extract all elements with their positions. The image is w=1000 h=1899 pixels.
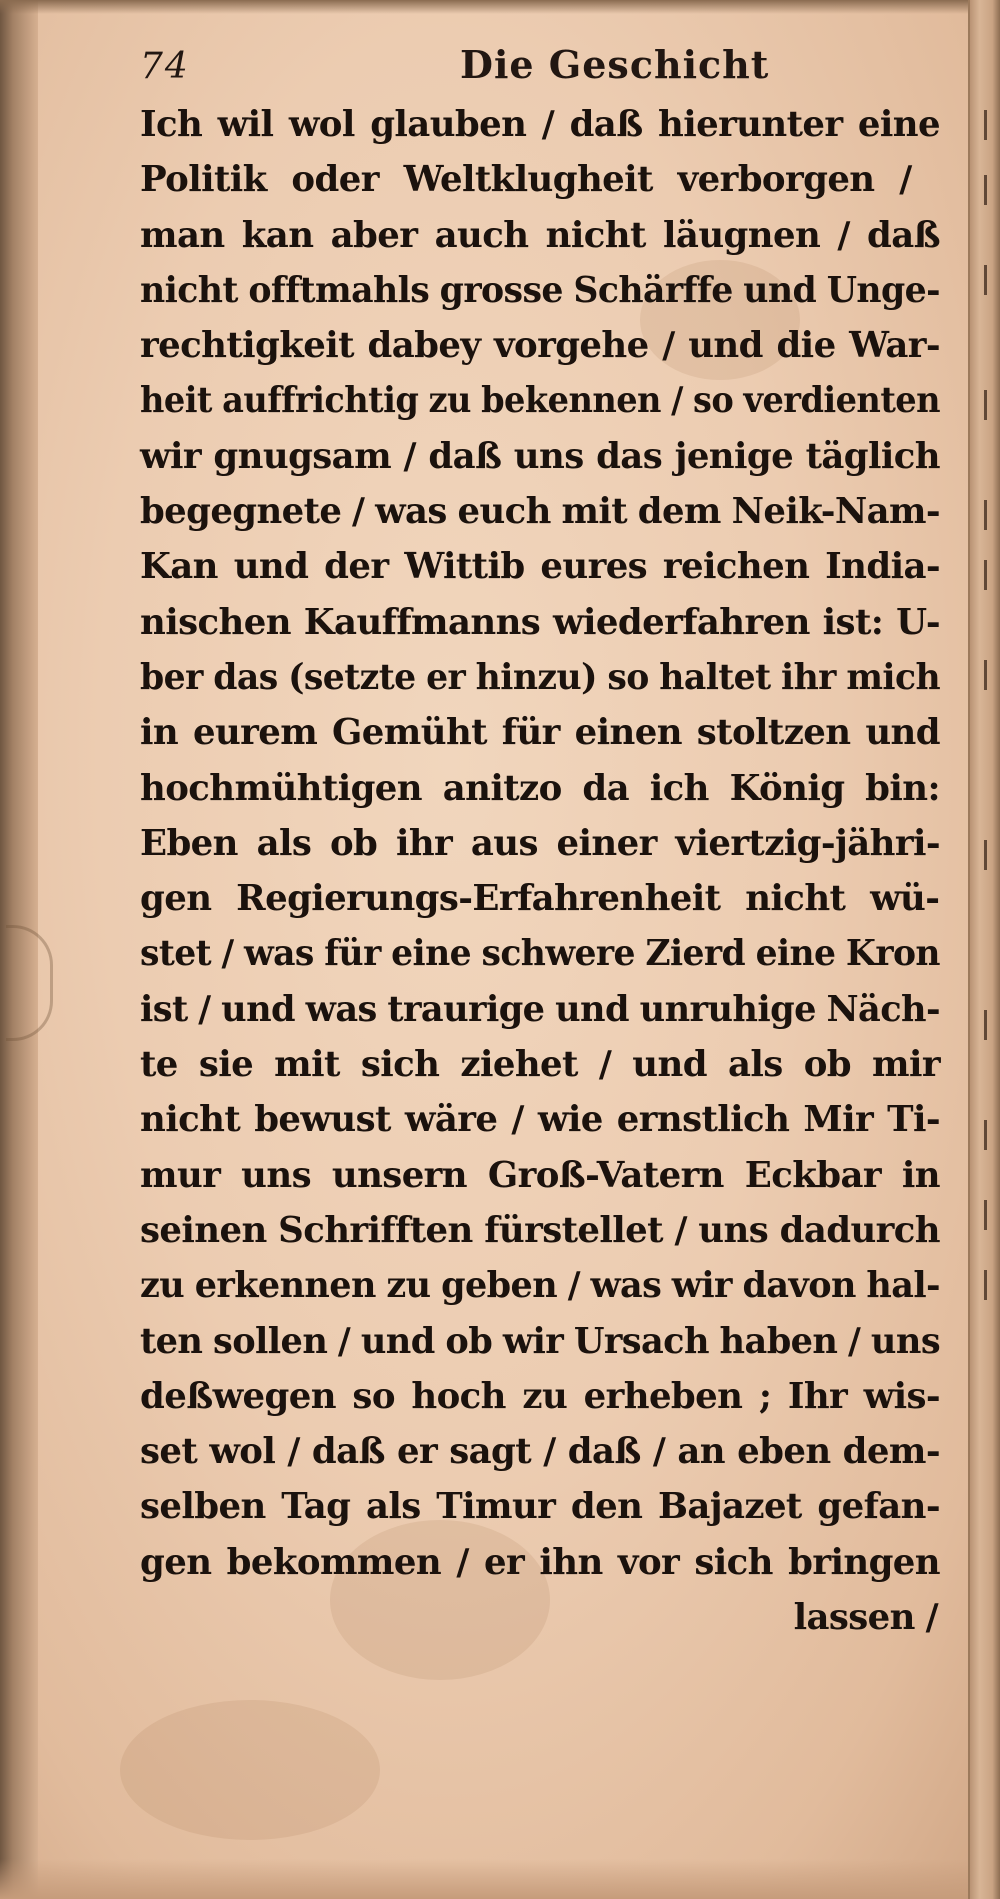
text-line: Kan und der Wittib eures reichen India-: [140, 546, 940, 588]
bleed-through-mark: [984, 660, 999, 690]
bleed-through-mark: [984, 110, 999, 140]
bleed-through-mark: [984, 390, 999, 420]
body-text: [140, 97, 960, 1645]
running-head: Die Geschicht: [460, 42, 770, 87]
text-line: gen Regierungs-Erfahrenheit nicht wü-: [140, 878, 940, 920]
text-line: mur uns unsern Groß-Vatern Eckbar in: [140, 1154, 940, 1196]
text-line: begegnete / was euch mit dem Neik-Nam-: [140, 491, 941, 533]
text-line: zu erkennen zu geben / was wir davon hal-: [140, 1265, 940, 1307]
clip-impression: [6, 925, 53, 1041]
page-bottom-edge: [0, 1859, 1000, 1899]
bleed-through-mark: [984, 175, 999, 205]
text-line: Politik oder Weltklugheit verborgen /: [140, 159, 912, 201]
text-line: Eben als ob ihr aus einer viertzig-jähri-: [140, 822, 940, 864]
text-line: rechtigkeit dabey vorgehe / und die War-: [140, 325, 940, 367]
text-line: nicht bewust wäre / wie ernstlich Mir Ti-: [140, 1099, 940, 1141]
text-line: hochmühtigen anitzo da ich König bin:: [140, 767, 940, 809]
text-line: gen bekommen / er ihn vor sich bringen: [140, 1541, 940, 1583]
text-line: nicht offtmahls grosse Schärffe und Unge-: [140, 269, 940, 311]
bleed-through-mark: [984, 560, 999, 590]
text-line: wir gnugsam / daß uns das jenige täglich: [140, 435, 940, 477]
text-line: set wol / daß er sagt / daß / an eben dem-: [140, 1431, 940, 1473]
text-line: nischen Kauffmanns wiederfahren ist: U-: [140, 601, 940, 643]
text-line-last: lassen /: [793, 1597, 938, 1639]
page-top-shadow: [0, 0, 1000, 14]
bleed-through-mark: [984, 1270, 999, 1300]
text-line: in eurem Gemüht für einen stoltzen und: [140, 712, 940, 754]
bleed-through-mark: [984, 1010, 999, 1040]
bleed-through-mark: [984, 1200, 999, 1230]
text-line: seinen Schrifften fürstellet / uns dadurch: [140, 1209, 940, 1251]
bleed-through-mark: [984, 1120, 999, 1150]
bleed-through-mark: [984, 265, 999, 295]
text-line: selben Tag als Timur den Bajazet gefan-: [140, 1486, 940, 1528]
text-line: stet / was für eine schwere Zierd eine Kron: [140, 933, 940, 975]
text-line: Ich wil wol glauben / daß hierunter eine: [140, 104, 940, 145]
text-line: te sie mit sich ziehet / und als ob mir: [140, 1044, 940, 1086]
bleed-through-mark: [984, 500, 999, 530]
page-number: 74: [140, 46, 190, 87]
text-line: ten sollen / und ob wir Ursach haben / uns: [140, 1320, 941, 1362]
bleed-through-mark: [984, 840, 999, 870]
text-line: deßwegen so hoch zu erheben ; Ihr wis-: [140, 1375, 940, 1417]
page-header: [140, 40, 960, 102]
text-line: ber das (setzte er hinzu) so haltet ihr mich: [140, 656, 941, 698]
text-line: ist / und was traurige und unruhige Näch-: [140, 988, 940, 1030]
next-page-edge: [968, 0, 1000, 1899]
text-line: heit auffrichtig zu bekennen / so verdienten: [140, 380, 941, 422]
paper-stain: [120, 1700, 380, 1840]
text-line: man kan aber auch nicht läugnen / daß: [140, 214, 940, 256]
